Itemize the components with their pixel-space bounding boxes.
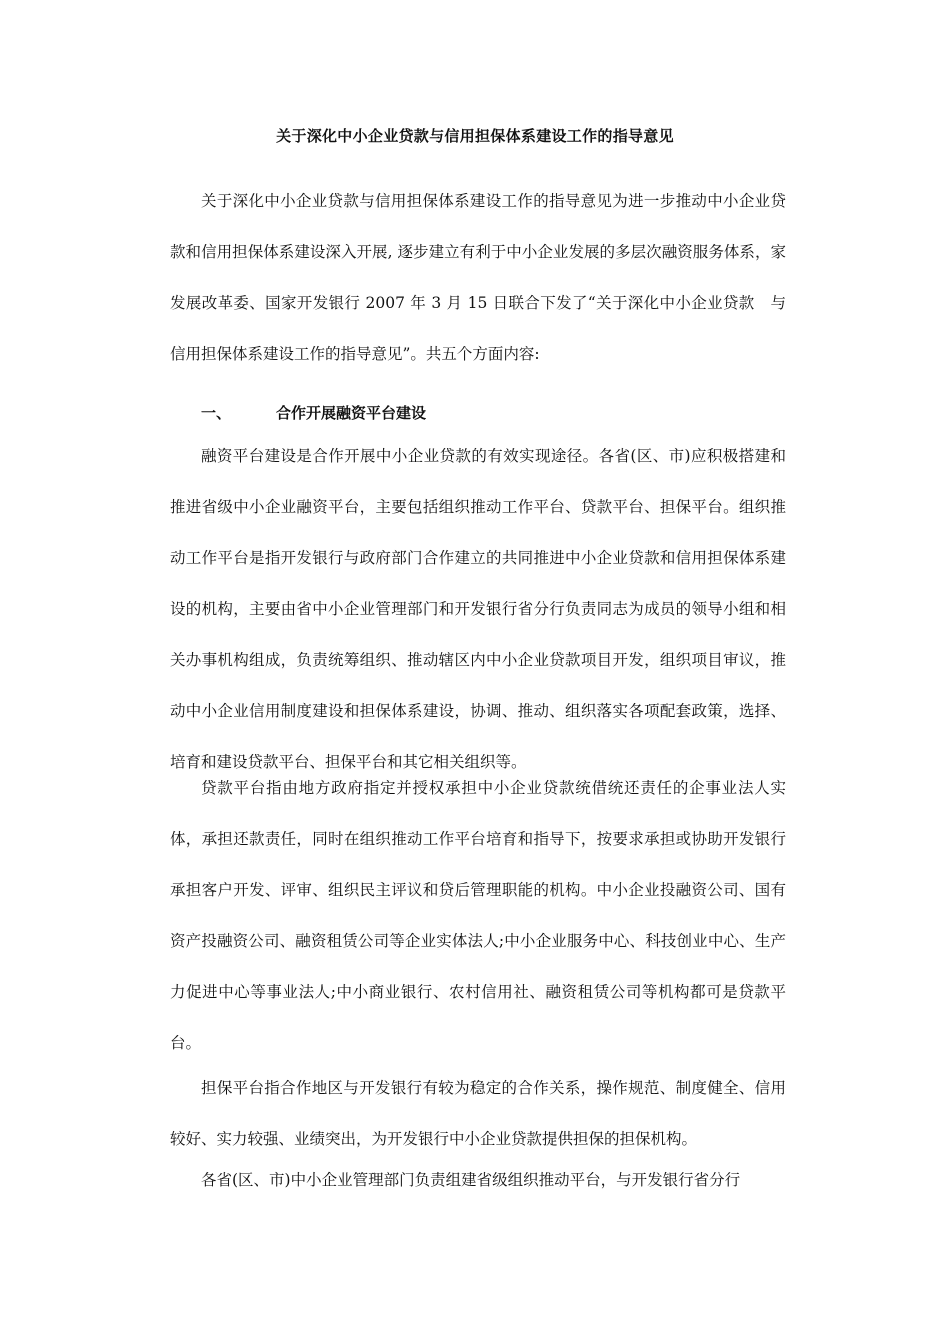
document-title: 关于深化中小企业贷款与信用担保体系建设工作的指导意见: [276, 127, 674, 145]
paragraph-provincial-departments: 各省(区、市)中小企业管理部门负责组建省级组织推动平台，与开发银行省分行: [201, 1171, 741, 1189]
paragraph-guarantee-platform: 担保平台指合作地区与开发银行有较为稳定的合作关系，操作规范、制度健全、信用较好、实力较强、业绩突出，为开发银行中小企业贷款提供担保的担保机构。: [170, 1079, 786, 1148]
paragraph-financing-platform: 融资平台建设是合作开展中小企业贷款的有效实现途径。各省(区、市)应积极搭建和推进省级中小企业融资平台，主要包括组织推动工作平台、贷款平台、担保平台。组织推动工作平台是指开发银行与政府部门合作建立的共同推进中小企业贷款和信用担保体系建设的机构，主要由省中小企业管理部门和开发银行省分行负责同志为成员的领导小组和相关办事机构组成，负责统筹组织、推动辖区内中小企业贷款项目开发，组织项目审议，推动中小企业信用制度建设和担保体系建设，协调、推动、组织落实各项配套政策，选择、培育和建设贷款平台、担保平台和其它相关组织等。: [170, 447, 786, 771]
paragraph-loan-platform: 贷款平台指由地方政府指定并授权承担中小企业贷款统借统还责任的企事业法人实体，承担还款责任，同时在组织推动工作平台培育和指导下，按要求承担或协助开发银行承担客户开发、评审、组织民主评议和贷后管理职能的机构。中小企业投融资公司、国有资产投融资公司、融资租赁公司等企业实体法人;中小企业服务中心、科技创业中心、生产力促进中心等事业法人;中小商业银行、农村信用社、融资租赁公司等机构都可是贷款平台。: [170, 779, 786, 1052]
section-title: 合作开展融资平台建设: [276, 404, 427, 422]
section-heading-1: [201, 400, 426, 426]
section-number: 一、: [201, 404, 232, 422]
intro-paragraph: 关于深化中小企业贷款与信用担保体系建设工作的指导意见为进一步推动中小企业贷款和信用担保体系建设深入开展, 逐步建立有利于中小企业发展的多层次融资服务体系，家发展改革委、国家开发银行 2007 年 3 月 15 日联合下发了“关于深化中小企业贷款 与信用担保体系建设工作的指导意见”。共五个方面内容:: [170, 192, 786, 363]
